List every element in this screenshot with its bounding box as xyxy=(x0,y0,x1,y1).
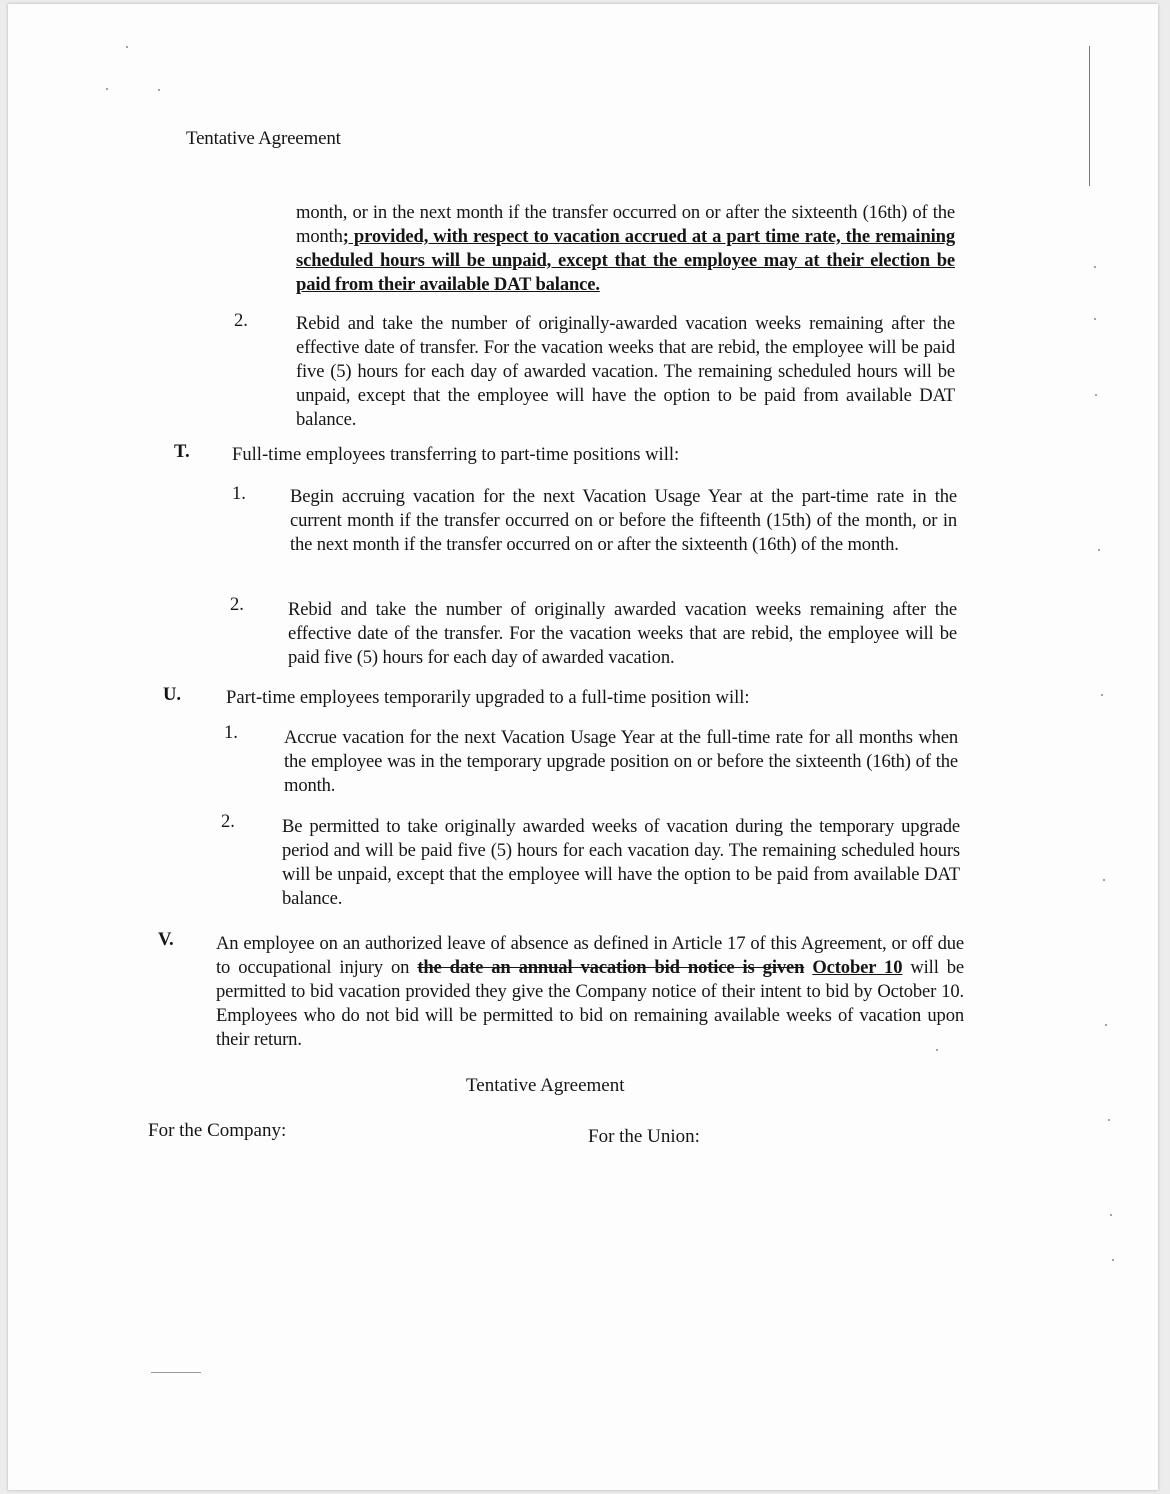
item-u2-text: Be permitted to take originally awarded weeks of vacation during the temporary upgrade period and will be paid five (5) hours for each vacation day. The remaining scheduled hours will be unpaid, except that the employee will have the option to be paid from available DAT balance. xyxy=(282,816,960,909)
company-signature-label: For the Company: xyxy=(148,1120,287,1141)
scan-speck xyxy=(1112,1259,1114,1261)
scan-speck xyxy=(1094,318,1096,320)
scan-speck xyxy=(1110,1214,1112,1216)
scan-speck xyxy=(1095,394,1097,396)
section-t-letter: T. xyxy=(174,441,190,462)
added-provision-text: ; provided, with respect to vacation accrued at a part time rate, the remaining scheduled hours will be unpaid, except that the employee may at their election be paid from their available DAT balance. xyxy=(296,226,955,295)
footer-title: Tentative Agreement xyxy=(466,1075,625,1096)
section-v-text xyxy=(216,932,964,1052)
scan-speck xyxy=(936,1049,938,1051)
item-s2-text: Rebid and take the number of originally-awarded vacation weeks remaining after the effective date of transfer. For the vacation weeks that are rebid, the employee will be paid five (5) hours for each day of awarded vacation. The remaining scheduled hours will be unpaid, except that the employee will have the option to be paid from available DAT balance. xyxy=(296,313,955,430)
scan-speck xyxy=(1098,549,1100,551)
section-v-text-after: will be permitted to bid vacation provided they give the Company notice of their intent to bid by October 10. Employees who do not bid will be permitted to bid on remaining available weeks of vacation upon their return. xyxy=(216,957,964,1050)
scan-speck xyxy=(126,46,128,48)
continuation-paragraph xyxy=(296,201,955,297)
scan-edge-line xyxy=(1089,46,1090,186)
scan-speck xyxy=(1103,879,1105,881)
item-s2-number: 2. xyxy=(234,310,248,331)
scan-speck xyxy=(1101,694,1103,696)
scan-smudge xyxy=(151,1372,201,1373)
scan-speck xyxy=(1094,266,1096,268)
item-u1-number: 1. xyxy=(224,722,238,743)
scan-speck xyxy=(106,88,108,90)
document-page xyxy=(8,4,1158,1490)
continuation-text: month, or in the next month if the transfer occurred on or after the sixteenth (16th) of the month xyxy=(296,202,955,247)
section-u-heading: Part-time employees temporarily upgraded to a full-time position will: xyxy=(226,687,750,708)
item-t2-number: 2. xyxy=(230,594,244,615)
section-v-letter: V. xyxy=(158,929,174,950)
item-t2-text: Rebid and take the number of originally awarded vacation weeks remaining after the effective date of the transfer. For the vacation weeks that are rebid, the employee will be paid five (5) hours for each day of awarded vacation. xyxy=(288,599,957,668)
item-u1-text: Accrue vacation for the next Vacation Usage Year at the full-time rate for all months when the employee was in the temporary upgrade position on or before the sixteenth (16th) of the month. xyxy=(284,727,958,796)
item-t1-number: 1. xyxy=(232,483,246,504)
item-u2-number: 2. xyxy=(221,811,235,832)
section-u-letter: U. xyxy=(163,684,182,705)
scan-speck xyxy=(1105,1024,1107,1026)
union-signature-label: For the Union: xyxy=(588,1126,700,1147)
section-t-heading: Full-time employees transferring to part-time positions will: xyxy=(232,444,680,465)
struck-text: the date an annual vacation bid notice is given xyxy=(417,957,805,978)
scan-speck xyxy=(1108,1119,1110,1121)
item-t1-text: Begin accruing vacation for the next Vacation Usage Year at the part-time rate in the current month if the transfer occurred on or before the fifteenth (15th) of the month, or in the next month if the transfer occurred on or after the sixteenth (16th) of the month. xyxy=(290,486,957,555)
page-header: Tentative Agreement xyxy=(186,128,341,149)
section-v-text-before: An employee on an authorized leave of absence as defined in Article 17 of this Agreement, or off due to occupational injury on xyxy=(216,933,964,978)
inserted-date: October 10 xyxy=(812,957,903,978)
scan-speck xyxy=(158,89,160,91)
